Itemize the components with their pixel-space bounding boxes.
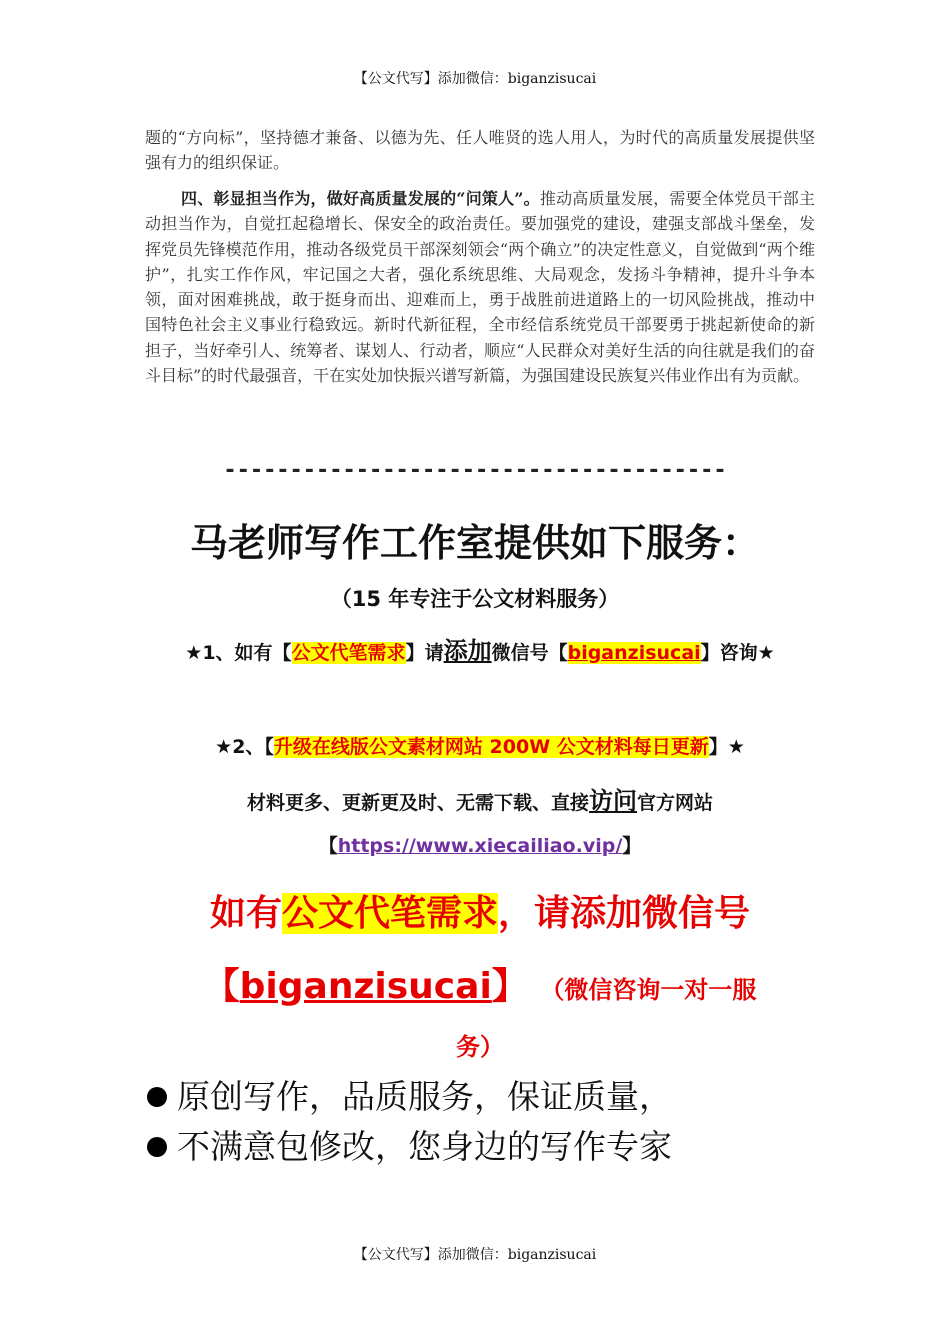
ad-subtitle: （15 年专注于公文材料服务） <box>330 587 620 611</box>
promo-2-close: 】 <box>491 966 528 1007</box>
ad-title: 马老师写作工作室提供如下服务： <box>189 521 760 565</box>
service-1-text: 】请 <box>405 642 444 664</box>
promo-1-suffix: ，请添加微信号 <box>498 893 751 934</box>
service-1-prefix: ★1、如有【 <box>185 642 292 664</box>
section-four-heading: 四、彰显担当作为，做好高质量发展的“问策人”。 <box>181 189 540 208</box>
bullet-item <box>145 1122 815 1172</box>
service-2-prefix: ★2、【 <box>215 736 274 758</box>
promo-2-note: （微信咨询一对一服 <box>540 976 757 1004</box>
service-item-2 <box>145 723 815 771</box>
wechat-account-link[interactable]: biganzisucai <box>567 642 701 664</box>
promo-2-open: 【 <box>203 966 240 1007</box>
service-2-highlight: 升级在线版公文素材网站 200W 公文材料每日更新 <box>273 736 709 758</box>
bullet-dot-icon <box>147 1087 167 1107</box>
bullet-text: 原创写作，品质服务，保证质量， <box>177 1077 672 1116</box>
service-1-suffix: 】咨询★ <box>700 642 775 664</box>
promo-line-2 <box>145 957 815 1020</box>
service-3-suffix: 官方网站 <box>637 792 714 814</box>
service-item-3 <box>145 777 815 827</box>
bullet-item <box>145 1072 815 1122</box>
service-item-4 <box>145 822 815 870</box>
url-bracket-open: 【 <box>318 835 338 857</box>
promo-wechat-link[interactable]: biganzisucai <box>239 966 492 1007</box>
promo-line-3: 务） <box>456 1033 504 1061</box>
service-3-visit: 访问 <box>589 787 637 815</box>
service-1-highlight: 公文代笔需求 <box>291 642 406 664</box>
section-four-text: 推动高质量发展，需要全体党员干部主动担当作为，自觉扛起稳增长、保安全的政治责任。要加强党的建设，建强支部战斗堡垒，发挥党员先锋模范作用，推动各级党员干部深刻领会“两个确立”的决定性意义，自觉做到“两个维护”，扎实工作作风，牢记国之大者，强化系统思维、大局观念，发扬斗争精神，提升斗争本领，面对困难挑战，敢于挺身而出、迎难而上，勇于战胜前进道路上的一切风险挑战，推动中国特色社会主义事业行稳致远。新时代新征程，全市经信系统党员干部要勇于挑起新使命的新担子，当好牵引人、统筹者、谋划人、行动者，顺应“人民群众对美好生活的向往就是我们的奋斗目标”的时代最强音，干在实处加快振兴谱写新篇，为强国建设民族复兴伟业作出有为贡献。 <box>145 189 815 386</box>
bullet-dot-icon <box>147 1137 167 1157</box>
website-link[interactable]: https://www.xiecailiao.vip/ <box>337 835 623 857</box>
promo-line-1 <box>145 884 815 944</box>
page-footer: 【公文代写】添加微信：biganzisucai <box>353 1247 597 1263</box>
service-3-text: 材料更多、更新更及时、无需下载、直接 <box>246 792 589 814</box>
bullet-text: 不满意包修改，您身边的写作专家 <box>177 1127 672 1166</box>
service-item-1 <box>145 627 815 677</box>
promo-1-highlight: 公文代笔需求 <box>281 893 498 934</box>
dashed-divider: -------------------------------------- <box>223 458 727 483</box>
paragraph-section-four <box>145 186 815 388</box>
url-bracket-close: 】 <box>622 835 642 857</box>
service-1-add: 添加 <box>443 637 492 665</box>
service-1-text-2: 微信号【 <box>491 642 568 664</box>
bullet-list <box>145 1072 815 1172</box>
page-header: 【公文代写】添加微信：biganzisucai <box>353 71 597 87</box>
promo-1-prefix: 如有 <box>209 893 282 934</box>
paragraph-continuation: 题的“方向标”，坚持德才兼备、以德为先、任人唯贤的选人用人，为时代的高质量发展提供坚强有力的组织保证。 <box>145 128 815 173</box>
service-2-suffix: 】★ <box>708 736 745 758</box>
